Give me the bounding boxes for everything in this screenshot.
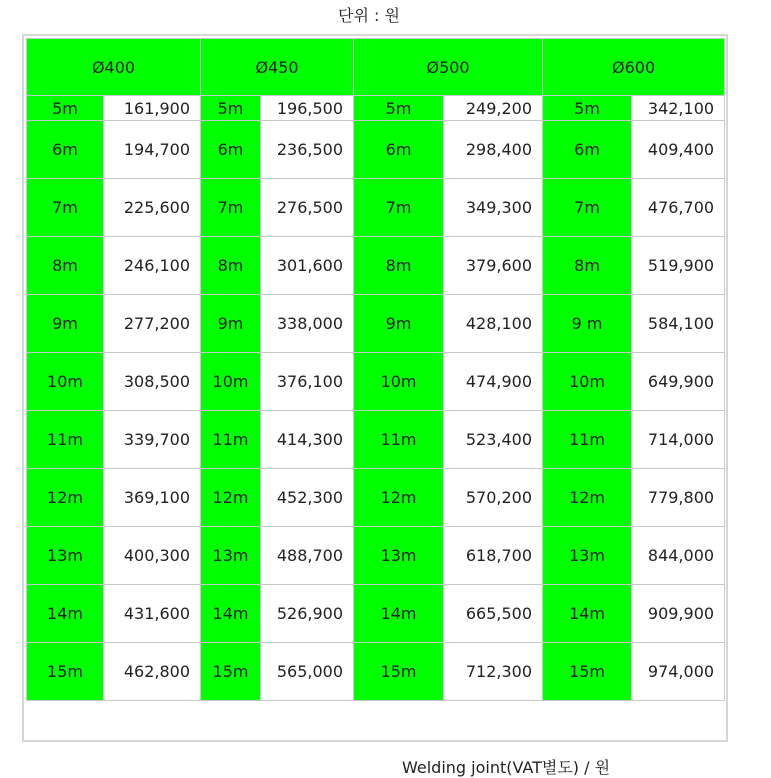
- length-cell: 9m: [201, 295, 261, 353]
- price-cell: 400,300: [104, 527, 201, 585]
- price-cell: 428,100: [444, 295, 543, 353]
- length-cell: 8m: [27, 237, 104, 295]
- length-cell: 10m: [27, 353, 104, 411]
- table-row: [27, 411, 725, 469]
- length-cell: 12m: [543, 469, 632, 527]
- price-cell: 526,900: [261, 585, 354, 643]
- length-cell: 11m: [354, 411, 444, 469]
- price-cell: 431,600: [104, 585, 201, 643]
- table-row: [27, 237, 725, 295]
- price-cell: 779,800: [632, 469, 725, 527]
- price-table: [26, 38, 725, 701]
- length-cell: 11m: [27, 411, 104, 469]
- price-cell: 665,500: [444, 585, 543, 643]
- table-row: [27, 295, 725, 353]
- unit-caption: 단위 : 원: [338, 6, 400, 25]
- price-cell: 161,900: [104, 96, 201, 121]
- price-cell: 519,900: [632, 237, 725, 295]
- price-cell: 196,500: [261, 96, 354, 121]
- price-cell: 618,700: [444, 527, 543, 585]
- price-cell: 649,900: [632, 353, 725, 411]
- table-row: [27, 96, 725, 121]
- price-cell: 308,500: [104, 353, 201, 411]
- length-cell: 10m: [543, 353, 632, 411]
- length-cell: 13m: [27, 527, 104, 585]
- table-row: [27, 353, 725, 411]
- price-cell: 339,700: [104, 411, 201, 469]
- price-cell: 349,300: [444, 179, 543, 237]
- length-cell: 6m: [543, 121, 632, 179]
- price-cell: 409,400: [632, 121, 725, 179]
- length-cell: 8m: [543, 237, 632, 295]
- table-row: [27, 179, 725, 237]
- price-cell: 584,100: [632, 295, 725, 353]
- length-cell: 13m: [543, 527, 632, 585]
- price-cell: 474,900: [444, 353, 543, 411]
- length-cell: 15m: [27, 643, 104, 701]
- length-cell: 11m: [201, 411, 261, 469]
- price-cell: 225,600: [104, 179, 201, 237]
- footer-caption: Welding joint(VAT별도) / 원: [402, 758, 611, 777]
- diameter-header: Ø500: [354, 39, 543, 96]
- price-cell: 488,700: [261, 527, 354, 585]
- table-row: [27, 469, 725, 527]
- length-cell: 14m: [543, 585, 632, 643]
- price-cell: 462,800: [104, 643, 201, 701]
- length-cell: 14m: [201, 585, 261, 643]
- length-cell: 5m: [543, 96, 632, 121]
- length-cell: 10m: [201, 353, 261, 411]
- price-cell: 476,700: [632, 179, 725, 237]
- length-cell: 7m: [354, 179, 444, 237]
- length-cell: 7m: [201, 179, 261, 237]
- length-cell: 11m: [543, 411, 632, 469]
- price-cell: 714,000: [632, 411, 725, 469]
- price-cell: 712,300: [444, 643, 543, 701]
- length-cell: 8m: [201, 237, 261, 295]
- price-cell: 379,600: [444, 237, 543, 295]
- table-row: [27, 121, 725, 179]
- length-cell: 6m: [201, 121, 261, 179]
- length-cell: 12m: [27, 469, 104, 527]
- price-cell: 570,200: [444, 469, 543, 527]
- price-cell: 844,000: [632, 527, 725, 585]
- length-cell: 15m: [543, 643, 632, 701]
- length-cell: 15m: [354, 643, 444, 701]
- price-cell: 301,600: [261, 237, 354, 295]
- table-row: [27, 527, 725, 585]
- price-cell: 246,100: [104, 237, 201, 295]
- length-cell: 10m: [354, 353, 444, 411]
- diameter-header-row: [27, 39, 725, 96]
- length-cell: 8m: [354, 237, 444, 295]
- diameter-header: Ø450: [201, 39, 354, 96]
- length-cell: 12m: [354, 469, 444, 527]
- length-cell: 15m: [201, 643, 261, 701]
- price-cell: 414,300: [261, 411, 354, 469]
- length-cell: 7m: [543, 179, 632, 237]
- price-cell: 338,000: [261, 295, 354, 353]
- price-cell: 249,200: [444, 96, 543, 121]
- price-cell: 452,300: [261, 469, 354, 527]
- length-cell: 6m: [27, 121, 104, 179]
- price-cell: 194,700: [104, 121, 201, 179]
- length-cell: 9m: [354, 295, 444, 353]
- price-table-frame: [22, 34, 728, 742]
- price-cell: 974,000: [632, 643, 725, 701]
- price-cell: 565,000: [261, 643, 354, 701]
- diameter-header: Ø400: [27, 39, 201, 96]
- price-cell: 276,500: [261, 179, 354, 237]
- length-cell: 5m: [201, 96, 261, 121]
- price-cell: 277,200: [104, 295, 201, 353]
- length-cell: 14m: [354, 585, 444, 643]
- price-cell: 523,400: [444, 411, 543, 469]
- diameter-header: Ø600: [543, 39, 725, 96]
- length-cell: 9 m: [543, 295, 632, 353]
- price-cell: 909,900: [632, 585, 725, 643]
- length-cell: 7m: [27, 179, 104, 237]
- length-cell: 13m: [354, 527, 444, 585]
- price-cell: 369,100: [104, 469, 201, 527]
- table-row: [27, 643, 725, 701]
- table-row: [27, 585, 725, 643]
- length-cell: 9m: [27, 295, 104, 353]
- price-cell: 342,100: [632, 96, 725, 121]
- length-cell: 5m: [354, 96, 444, 121]
- length-cell: 13m: [201, 527, 261, 585]
- length-cell: 5m: [27, 96, 104, 121]
- price-cell: 376,100: [261, 353, 354, 411]
- length-cell: 6m: [354, 121, 444, 179]
- length-cell: 14m: [27, 585, 104, 643]
- price-cell: 298,400: [444, 121, 543, 179]
- length-cell: 12m: [201, 469, 261, 527]
- price-cell: 236,500: [261, 121, 354, 179]
